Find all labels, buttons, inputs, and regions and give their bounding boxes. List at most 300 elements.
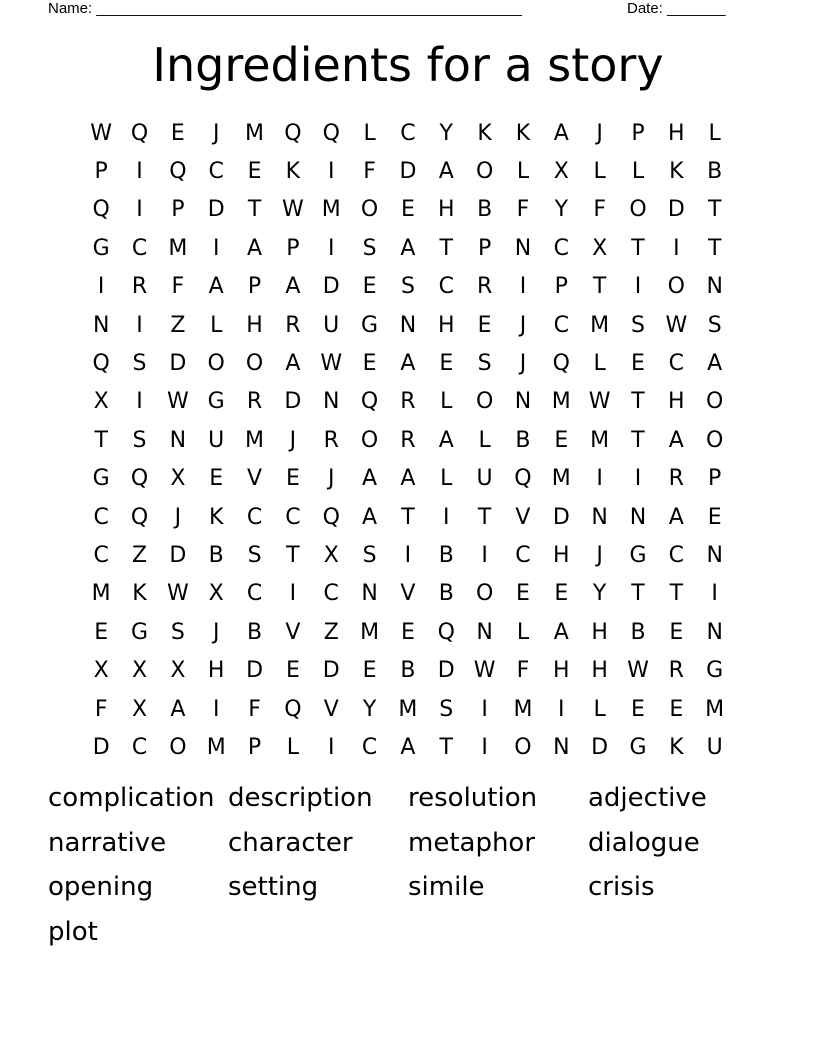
grid-letter: Y (592, 581, 607, 607)
grid-letter: S (247, 542, 262, 568)
grid-letter: I (212, 696, 220, 722)
grid-letter: G (629, 734, 647, 760)
grid-letter: A (170, 696, 186, 722)
grid-letter: L (631, 159, 645, 185)
grid-letter: H (246, 312, 263, 338)
word-list-item: metaphor (408, 827, 536, 858)
grid-letter: L (708, 120, 721, 146)
grid-letter: N (476, 619, 493, 645)
grid-letter: Q (360, 389, 379, 415)
grid-letter: X (323, 542, 339, 568)
grid-letter: D (399, 159, 417, 185)
grid-letter: R (285, 312, 301, 338)
grid-letter: X (553, 159, 569, 185)
grid-letter: W (627, 658, 649, 684)
grid-letter: N (706, 274, 723, 300)
grid-letter: V (285, 619, 301, 645)
word-list-item: dialogue (588, 827, 700, 858)
grid-letter: D (207, 197, 225, 223)
grid-letter: I (136, 197, 143, 223)
grid-letter: B (247, 619, 263, 645)
grid-letter: H (591, 619, 608, 645)
word-list-item: opening (48, 872, 154, 902)
grid-letter: G (92, 235, 110, 261)
grid-letter: D (169, 542, 187, 568)
grid-letter: D (92, 734, 110, 760)
grid-letter: P (631, 120, 645, 146)
grid-letter: O (360, 197, 379, 223)
grid-letter: O (207, 351, 225, 377)
grid-letter: S (362, 235, 377, 261)
grid-letter: A (400, 351, 416, 377)
grid-letter: R (400, 427, 416, 453)
grid-letter: R (131, 274, 148, 300)
grid-letter: P (247, 274, 262, 300)
grid-letter: M (168, 235, 188, 261)
grid-letter: B (477, 197, 493, 223)
grid-letter: E (631, 351, 645, 377)
grid-letter: E (477, 312, 492, 338)
grid-letter: L (440, 389, 453, 415)
grid-letter: E (362, 658, 377, 684)
grid-letter: T (669, 581, 684, 607)
grid-letter: R (246, 389, 263, 415)
grid-letter: J (289, 427, 297, 453)
grid-letter: I (519, 274, 527, 300)
grid-letter: Z (131, 542, 148, 568)
grid-letter: E (439, 351, 454, 377)
grid-letter: A (285, 274, 301, 300)
grid-letter: D (591, 734, 609, 760)
grid-letter: A (438, 427, 454, 453)
grid-letter: L (516, 159, 530, 185)
grid-letter: Q (92, 351, 110, 377)
grid-letter: Q (92, 197, 110, 223)
grid-letter: I (136, 312, 143, 338)
grid-letter: B (400, 658, 416, 684)
grid-letter: B (707, 159, 723, 185)
grid-letter: J (212, 120, 220, 146)
grid-letter: A (668, 504, 684, 530)
grid-letter: E (170, 120, 185, 146)
grid-letter: H (553, 542, 570, 568)
word-list (48, 778, 768, 956)
grid-letter: S (400, 274, 415, 300)
grid-letter: R (323, 427, 339, 453)
grid-letter: P (286, 235, 300, 261)
grid-letter: U (706, 734, 723, 760)
grid-letter: S (707, 312, 722, 338)
grid-letter: O (360, 427, 379, 453)
grid-letter: H (668, 120, 685, 146)
grid-letter: T (286, 542, 300, 568)
grid-letter: G (706, 658, 724, 684)
grid-letter: T (439, 734, 453, 760)
grid-letter: H (668, 389, 685, 415)
grid-letter: D (322, 658, 340, 684)
grid-letter: I (673, 235, 680, 261)
grid-letter: C (438, 274, 454, 300)
grid-letter: F (516, 197, 530, 223)
grid-letter: C (668, 542, 685, 568)
grid-letter: I (558, 696, 565, 722)
grid-letter: Q (437, 619, 455, 645)
grid-letter: O (706, 427, 724, 453)
grid-letter: G (207, 389, 225, 415)
grid-letter: M (245, 427, 265, 453)
grid-letter: Q (514, 466, 532, 492)
grid-letter: D (169, 351, 187, 377)
word-list-item: description (228, 783, 373, 813)
date-field: Date: _______ (627, 0, 726, 17)
grid-letter: V (323, 696, 339, 722)
grid-letter: T (631, 389, 645, 415)
grid-letter: T (707, 235, 722, 261)
grid-letter: D (246, 658, 264, 684)
grid-letter: P (708, 466, 722, 492)
grid-letter: A (400, 466, 416, 492)
grid-letter: X (170, 658, 186, 684)
grid-letter: N (553, 734, 570, 760)
grid-letter: K (515, 120, 531, 146)
grid-letter: C (400, 120, 416, 146)
grid-letter: Q (322, 120, 340, 146)
grid-letter: X (93, 389, 109, 415)
grid-letter: A (208, 274, 224, 300)
grid-letter: X (592, 235, 608, 261)
grid-letter: K (208, 504, 224, 530)
grid-letter: T (477, 504, 492, 530)
grid-letter: E (554, 581, 569, 607)
word-list-item: plot (48, 916, 98, 947)
grid-letter: S (170, 619, 185, 645)
grid-letter: C (515, 542, 531, 568)
grid-letter: C (131, 734, 148, 760)
grid-letter: W (90, 120, 113, 146)
word-list-item: adjective (588, 783, 707, 813)
grid-letter: R (668, 466, 684, 492)
grid-letter: I (404, 542, 412, 568)
grid-letter: I (596, 466, 603, 492)
grid-letter: E (400, 619, 415, 645)
grid-letter: N (92, 312, 110, 338)
grid-letter: C (361, 734, 378, 760)
word-list-item: resolution (408, 783, 538, 813)
grid-letter: F (248, 696, 261, 722)
grid-letter: C (553, 312, 569, 338)
grid-letter: M (91, 581, 111, 607)
grid-letter: C (323, 581, 339, 607)
grid-letter: H (437, 197, 455, 223)
grid-letter: J (174, 504, 182, 530)
worksheet-header (0, 0, 816, 20)
grid-letter: W (282, 197, 304, 223)
grid-letter: R (668, 658, 684, 684)
grid-letter: E (707, 504, 722, 530)
grid-letter: I (327, 159, 335, 185)
grid-letter: N (629, 504, 647, 530)
grid-letter: Q (322, 504, 340, 530)
grid-letter: E (631, 696, 645, 722)
grid-letter: E (669, 696, 684, 722)
grid-letter: L (286, 734, 300, 760)
grid-letter: I (481, 542, 488, 568)
grid-letter: D (552, 504, 570, 530)
grid-letter: E (516, 581, 530, 607)
name-field: Name: ___________________________________________________ (48, 0, 522, 17)
grid-letter: U (476, 466, 493, 492)
grid-letter: O (475, 581, 494, 607)
grid-letter: T (592, 274, 607, 300)
grid-letter: N (514, 235, 532, 261)
grid-letter: J (596, 120, 603, 146)
word-list-item: complication (48, 783, 215, 813)
grid-letter: C (285, 504, 301, 530)
grid-letter: J (212, 619, 220, 645)
grid-letter: G (130, 619, 149, 645)
grid-letter: C (553, 235, 569, 261)
grid-letter: M (206, 734, 226, 760)
grid-letter: X (208, 581, 224, 607)
grid-letter: H (553, 658, 570, 684)
grid-letter: R (400, 389, 416, 415)
grid-letter: E (554, 427, 569, 453)
grid-letter: J (327, 466, 335, 492)
grid-letter: C (131, 235, 148, 261)
grid-letter: L (210, 312, 223, 338)
grid-letter: O (706, 389, 724, 415)
grid-letter: F (94, 696, 108, 722)
grid-letter: G (629, 542, 647, 568)
grid-letter: K (132, 581, 147, 607)
word-list-item: character (228, 827, 353, 858)
grid-letter: C (246, 504, 263, 530)
grid-letter: M (551, 389, 571, 415)
grid-letter: O (514, 734, 532, 760)
grid-letter: X (131, 658, 148, 684)
grid-letter: Y (362, 696, 377, 722)
grid-letter: C (93, 504, 109, 530)
grid-letter: P (554, 274, 568, 300)
grid-letter: G (92, 466, 110, 492)
grid-letter: I (97, 274, 105, 300)
grid-letter: M (398, 696, 418, 722)
grid-letter: D (284, 389, 302, 415)
grid-letter: T (247, 197, 262, 223)
grid-letter: A (362, 466, 378, 492)
grid-letter: W (665, 312, 688, 338)
grid-letter: V (247, 466, 263, 492)
grid-letter: M (590, 427, 610, 453)
grid-letter: H (207, 658, 225, 684)
grid-letter: Y (439, 120, 453, 146)
grid-letter: J (519, 351, 527, 377)
grid-letter: P (477, 235, 492, 261)
grid-letter: L (478, 427, 491, 453)
grid-letter: E (285, 658, 300, 684)
grid-letter: O (667, 274, 685, 300)
grid-letter: N (323, 389, 340, 415)
grid-letter: V (400, 581, 416, 607)
grid-letter: Q (130, 504, 149, 530)
grid-letter: T (401, 504, 415, 530)
grid-letter: I (481, 696, 488, 722)
word-list-item: crisis (588, 872, 655, 902)
grid-letter: E (362, 274, 377, 300)
grid-letter: I (327, 734, 335, 760)
grid-letter: W (473, 658, 496, 684)
grid-letter: L (593, 351, 606, 377)
grid-letter: L (593, 696, 606, 722)
grid-letter: O (245, 351, 264, 377)
grid-letter: O (475, 159, 494, 185)
word-list-item: setting (228, 872, 319, 902)
grid-letter: F (593, 197, 606, 223)
grid-letter: U (323, 312, 340, 338)
grid-letter: A (707, 351, 723, 377)
grid-letter: E (247, 159, 262, 185)
grid-letter: I (481, 734, 488, 760)
word-list-item: simile (408, 872, 485, 902)
grid-letter: T (94, 427, 108, 453)
grid-letter: Q (130, 120, 149, 146)
grid-letter: T (631, 427, 645, 453)
grid-letter: N (706, 542, 723, 568)
grid-letter: E (285, 466, 300, 492)
grid-letter: J (596, 542, 603, 568)
grid-letter: K (669, 159, 684, 185)
grid-letter: Z (170, 312, 186, 338)
grid-letter: B (438, 581, 454, 607)
grid-letter: S (477, 351, 492, 377)
grid-letter: A (438, 159, 454, 185)
grid-letter: X (170, 466, 186, 492)
grid-letter: A (553, 619, 569, 645)
grid-letter: E (209, 466, 224, 492)
grid-letter: X (93, 658, 109, 684)
letter-grid (82, 114, 734, 767)
grid-letter: P (171, 197, 185, 223)
grid-letter: F (363, 159, 376, 185)
grid-letter: E (669, 619, 684, 645)
grid-letter: L (593, 159, 606, 185)
grid-letter: M (513, 696, 533, 722)
grid-letter: O (475, 389, 494, 415)
grid-letter: J (519, 312, 527, 338)
grid-letter: Z (323, 619, 339, 645)
grid-letter: A (362, 504, 378, 530)
grid-letter: D (437, 658, 455, 684)
grid-letter: N (706, 619, 723, 645)
grid-letter: P (94, 159, 108, 185)
grid-letter: W (320, 351, 343, 377)
grid-letter: T (439, 235, 453, 261)
grid-letter: B (438, 542, 454, 568)
grid-letter: F (516, 658, 530, 684)
grid-letter: C (668, 351, 685, 377)
grid-letter: A (400, 734, 416, 760)
grid-letter: S (631, 312, 645, 338)
grid-letter: Q (284, 120, 302, 146)
grid-letter: N (169, 427, 187, 453)
grid-letter: B (630, 619, 646, 645)
grid-letter: T (631, 581, 645, 607)
grid-letter: N (591, 504, 608, 530)
grid-letter: I (634, 274, 642, 300)
grid-letter: W (166, 581, 189, 607)
grid-letter: I (327, 235, 335, 261)
grid-letter: T (707, 197, 722, 223)
grid-letter: T (631, 235, 645, 261)
grid-letter: C (93, 542, 109, 568)
grid-letter: I (289, 581, 297, 607)
grid-letter: K (477, 120, 492, 146)
grid-letter: Q (284, 696, 302, 722)
grid-letter: L (363, 120, 376, 146)
grid-letter: B (208, 542, 224, 568)
grid-letter: V (515, 504, 531, 530)
grid-letter: I (634, 466, 642, 492)
grid-letter: I (136, 389, 143, 415)
grid-letter: S (132, 351, 147, 377)
grid-letter: K (669, 734, 684, 760)
grid-letter: F (171, 274, 185, 300)
grid-letter: M (245, 120, 265, 146)
grid-letter: E (362, 351, 377, 377)
grid-letter: G (361, 312, 379, 338)
grid-letter: I (212, 235, 220, 261)
grid-letter: R (476, 274, 493, 300)
grid-letter: L (516, 619, 530, 645)
grid-letter: E (400, 197, 415, 223)
grid-letter: N (361, 581, 378, 607)
grid-letter: H (437, 312, 455, 338)
grid-letter: C (246, 581, 263, 607)
grid-letter: M (321, 197, 341, 223)
grid-letter: P (247, 734, 262, 760)
grid-letter: M (551, 466, 571, 492)
grid-letter: B (515, 427, 531, 453)
grid-letter: S (362, 542, 377, 568)
grid-letter: S (439, 696, 454, 722)
grid-letter: Q (552, 351, 570, 377)
grid-letter: A (285, 351, 301, 377)
grid-letter: N (514, 389, 532, 415)
word-list-item: narrative (48, 827, 167, 858)
grid-letter: A (247, 235, 263, 261)
grid-letter: I (136, 159, 143, 185)
grid-letter: S (132, 427, 147, 453)
grid-letter: X (131, 696, 148, 722)
grid-letter: L (440, 466, 453, 492)
grid-letter: Y (554, 197, 569, 223)
grid-letter: E (94, 619, 109, 645)
grid-letter: Q (130, 466, 149, 492)
grid-letter: U (208, 427, 225, 453)
grid-letter: W (166, 389, 189, 415)
grid-letter: O (629, 197, 647, 223)
grid-letter: M (360, 619, 380, 645)
grid-letter: D (667, 197, 685, 223)
page-title: Ingredients for a story (152, 38, 664, 92)
grid-letter: O (169, 734, 187, 760)
grid-letter: W (588, 389, 611, 415)
grid-letter: M (590, 312, 610, 338)
grid-letter: D (322, 274, 340, 300)
grid-letter: K (285, 159, 301, 185)
grid-letter: A (400, 235, 416, 261)
grid-letter: M (705, 696, 725, 722)
